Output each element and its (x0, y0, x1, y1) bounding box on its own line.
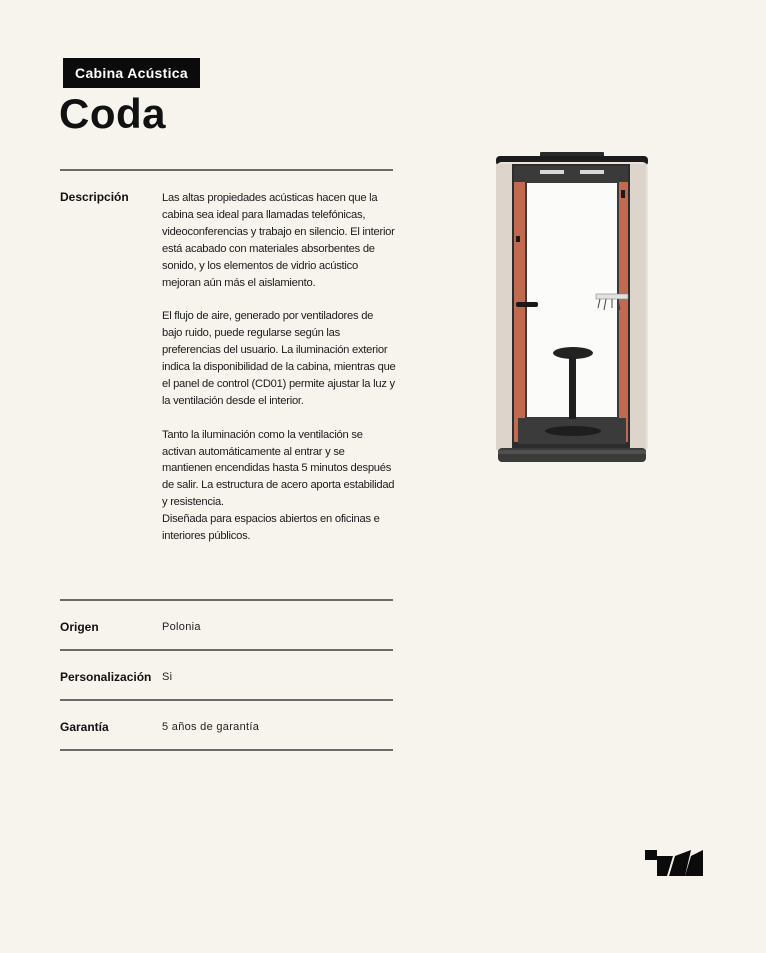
divider (60, 699, 393, 701)
divider (60, 749, 393, 751)
category-badge: Cabina Acústica (63, 58, 200, 88)
origen-value: Polonia (162, 621, 201, 633)
descripcion-paragraph: El flujo de aire, generado por ventiladores de bajo ruido, puede regularse según las preferencias del usuario. La iluminación exterior indica la disponibilidad de la cabina, mientras que el panel de control (CD01) permite ajustar la luz y la ventilación desde el interior. (162, 310, 396, 407)
divider (60, 599, 393, 601)
acoustic-booth-image (494, 150, 650, 468)
divider (60, 649, 393, 651)
brand-logo-icon (645, 850, 703, 876)
descripcion-paragraph: Tanto la iluminación como la ventilación se activan automáticamente al entrar y se mantienen encendidas hasta 5 minutos después de salir. La estructura de acero aporta estabilidad y resistencia. Diseñada para espacios abiertos en oficinas e interiores públicos. (162, 428, 395, 543)
page-title: Coda (59, 90, 166, 137)
garantia-value: 5 años de garantía (162, 721, 260, 733)
garantia-label: Garantía (60, 720, 109, 734)
descripcion-paragraph: Las altas propiedades acústicas hacen que la cabina sea ideal para llamadas telefónicas, videoconferencias y trabajo en silencio. El interior está acabado con materiales absorbentes de sonido, y los elementos de vidrio acústico mejoran aún más el aislamiento. (162, 192, 395, 289)
origen-label: Origen (60, 620, 99, 634)
divider (60, 169, 393, 171)
personalizacion-value: Si (162, 671, 173, 683)
descripcion-text (162, 190, 396, 562)
personalizacion-label: Personalización (60, 670, 152, 684)
descripcion-label: Descripción (60, 190, 129, 204)
